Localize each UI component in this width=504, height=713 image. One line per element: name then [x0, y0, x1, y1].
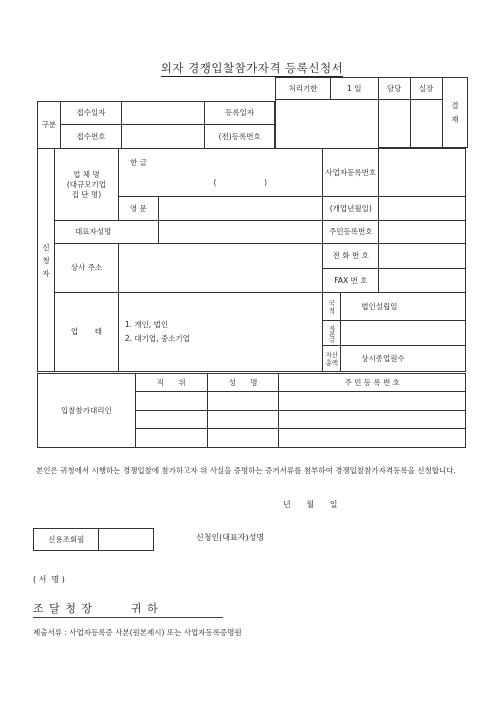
category-label: 구분 — [38, 102, 61, 149]
director-label: 실장 — [410, 78, 442, 100]
credit-rating-label: 신용조회필 — [34, 529, 99, 551]
credit-rating-table — [33, 528, 154, 551]
company-name-sub: (대규모기업 집 단 명) — [66, 179, 106, 199]
recipient-suffix: 귀 하 — [131, 602, 159, 615]
opening-date-field[interactable] — [379, 197, 466, 221]
staff-label: 담당 — [378, 78, 410, 100]
capital-label: 자본금 — [323, 321, 341, 346]
staff-sign-box[interactable] — [378, 100, 410, 148]
agent-cell[interactable] — [207, 392, 279, 411]
signer-label: 신청인(대표자)성명 — [196, 533, 265, 542]
deadline-value: 1 일 — [331, 78, 378, 100]
registration-date-label: 등록일자 — [205, 102, 275, 125]
agent-name-header: 성 명 — [207, 374, 279, 392]
agent-cell[interactable] — [207, 429, 279, 448]
employees-label: 상시종업원수 — [341, 346, 466, 372]
business-options: 1. 개인, 법인 2. 대기업, 중소기업 — [118, 293, 322, 372]
agent-position-header: 직 위 — [135, 374, 207, 392]
credit-rating-field[interactable] — [99, 529, 154, 551]
applicant-side-label: 신 청 자 — [38, 149, 55, 372]
agent-cell[interactable] — [135, 429, 207, 448]
director-sign-box[interactable] — [410, 100, 442, 148]
fax-field[interactable] — [379, 269, 466, 293]
agent-table — [37, 373, 466, 448]
incorporation-date-field[interactable] — [341, 321, 466, 346]
address-field[interactable] — [118, 244, 322, 293]
incorporation-date-label: 법인설립일 — [341, 293, 466, 321]
attachments-note: 제출서류 : 사업자등록증 사본(원본제시) 또는 사업자등록증명원 — [33, 628, 242, 637]
english-name-field[interactable] — [158, 197, 323, 221]
nationality-label: 국 적 — [323, 293, 341, 321]
total-assets-label: 자산 총액 — [323, 346, 341, 372]
divider — [33, 617, 223, 618]
english-label: 영 문 — [118, 197, 158, 221]
company-name-label: 업 체 명 — [73, 169, 100, 179]
recipient — [33, 600, 159, 616]
receipt-no-label: 접수번호 — [60, 125, 122, 149]
fax-label: FAX 번 호 — [323, 269, 379, 293]
opening-date-label: (개업년월일) — [323, 197, 379, 221]
biz-reg-no-field[interactable] — [379, 149, 466, 197]
form-title: 외자 경쟁입찰참가자격 등록신청서 — [160, 61, 344, 75]
phone-field[interactable] — [379, 244, 466, 269]
receipt-no-field[interactable] — [122, 125, 205, 149]
agent-cell[interactable] — [135, 411, 207, 429]
rep-name-label: 대표자성명 — [54, 221, 158, 244]
agent-resident-header: 주 민 등 록 번 호 — [279, 374, 466, 392]
resident-no-label: 주민등록번호 — [323, 221, 379, 244]
korean-paren: ( ) — [213, 178, 268, 187]
approval-label: 결 재 — [442, 78, 467, 148]
business-type-label: 업 태 — [54, 293, 118, 372]
agent-cell[interactable] — [279, 429, 466, 448]
address-label: 상사 주소 — [54, 244, 118, 293]
agent-cell[interactable] — [279, 411, 466, 429]
approval-table — [275, 77, 468, 148]
recipient-name: 조 달 청 장 — [33, 602, 93, 615]
korean-name-field[interactable] — [158, 149, 323, 197]
date-line: 년 월 일 — [283, 500, 340, 509]
phone-label: 전 화 번 호 — [323, 244, 379, 269]
receipt-date-field[interactable] — [122, 102, 205, 125]
applicant-table — [37, 148, 466, 372]
agent-cell[interactable] — [279, 392, 466, 411]
agent-label: 입찰참가대리인 — [38, 374, 136, 448]
deadline-label: 처리기한 — [276, 78, 331, 100]
resident-no-field[interactable] — [379, 221, 466, 244]
agent-cell[interactable] — [207, 411, 279, 429]
agent-cell[interactable] — [135, 392, 207, 411]
declaration-text: 본인은 귀청에서 시행하는 경쟁입찰에 참가하고자 위 사실을 증명하는 증거서류를 첨부하여 경쟁입찰참가자격등록을 신청합니다. — [36, 466, 456, 475]
signature-mark: ( 서 명 ) — [33, 575, 65, 584]
receipt-table — [37, 101, 275, 149]
prev-registration-no-label: (전)등록번호 — [205, 125, 275, 149]
korean-label: 한 글 — [130, 158, 147, 167]
biz-reg-no-label: 사업자등록번호 — [323, 149, 379, 197]
receipt-date-label: 접수일자 — [60, 102, 122, 125]
rep-name-field[interactable] — [158, 221, 323, 244]
